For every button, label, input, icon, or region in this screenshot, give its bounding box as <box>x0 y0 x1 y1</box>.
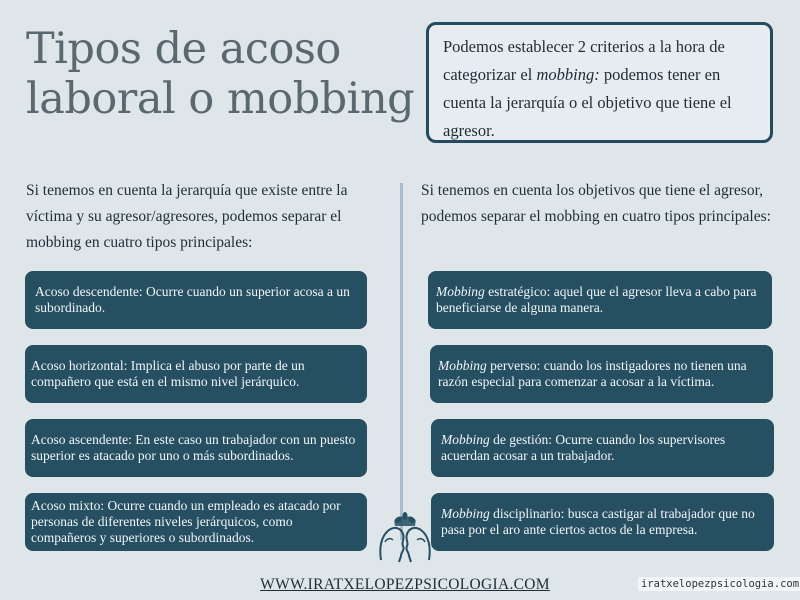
card-text <box>441 432 766 464</box>
card-description: perverso: cuando los instigadores no tienen una razón especial para comenzar a acosar a la víctima. <box>438 358 747 389</box>
card-description: disciplinario: busca castigar al trabajador que no pasa por el aro ante ciertos actos de la empresa. <box>441 506 755 537</box>
watermark-text: iratxelopezpsicologia.com <box>638 577 800 591</box>
card-text: Acoso descendente: Ocurre cuando un superior acosa a un subordinado. <box>35 284 350 315</box>
card-description: de gestión: Ocurre cuando los supervisores acuerdan acosar a un trabajador. <box>441 432 726 463</box>
card-term: Mobbing <box>436 284 485 299</box>
card-mobbing-estrategico <box>428 271 772 329</box>
page-title: Tipos de acoso laboral o mobbing <box>26 24 415 124</box>
card-mobbing-de-gestion <box>431 419 774 477</box>
card-acoso-mixto <box>25 493 367 551</box>
website-link[interactable]: WWW.IRATXELOPEZPSICOLOGIA.COM <box>260 576 550 593</box>
card-description: estratégico: aquel que el agresor lleva a cabo para beneficiarse de alguna manera. <box>436 284 757 315</box>
card-term: Mobbing <box>438 358 487 373</box>
hierarchy-intro: Si tenemos en cuenta la jerarquía que existe entre la víctima y su agresor/agresores, podemos separar el mobbing en cuatro tipos principales: <box>26 182 348 251</box>
column-divider <box>400 183 403 540</box>
card-mobbing-perverso <box>430 345 773 403</box>
intro-emphasis: mobbing: <box>536 65 600 84</box>
card-acoso-horizontal <box>25 345 367 403</box>
intro-text-end: podemos tener en cuenta la jerarquía o el objetivo que tiene el agresor. <box>443 65 732 140</box>
card-acoso-ascendente <box>25 419 367 477</box>
card-text: Acoso mixto: Ocurre cuando un empleado es atacado por personas de diferentes niveles jerárquicos, como compañeros y superiores o subordinados. <box>31 498 341 545</box>
criteria-intro-box <box>426 22 773 143</box>
objectives-intro: Si tenemos en cuenta los objetivos que tiene el agresor, podemos separar el mobbing en cuatro tipos principales: <box>421 182 771 225</box>
two-faces-logo-icon <box>375 512 435 564</box>
card-term: Mobbing <box>441 506 490 521</box>
intro-text-start: Podemos establecer 2 criterios a la hora de categorizar el <box>443 37 725 84</box>
card-acoso-descendente <box>25 271 367 329</box>
card-term: Mobbing <box>441 432 490 447</box>
card-text <box>436 284 764 316</box>
card-text <box>441 506 766 538</box>
card-text: Acoso horizontal: Implica el abuso por parte de un compañero que está en el mismo nivel jerárquico. <box>31 358 305 389</box>
card-text <box>438 358 765 390</box>
card-mobbing-disciplinario <box>431 493 774 551</box>
card-text: Acoso ascendente: En este caso un trabajador con un puesto superior es atacado por uno o más subordinados. <box>31 432 356 463</box>
